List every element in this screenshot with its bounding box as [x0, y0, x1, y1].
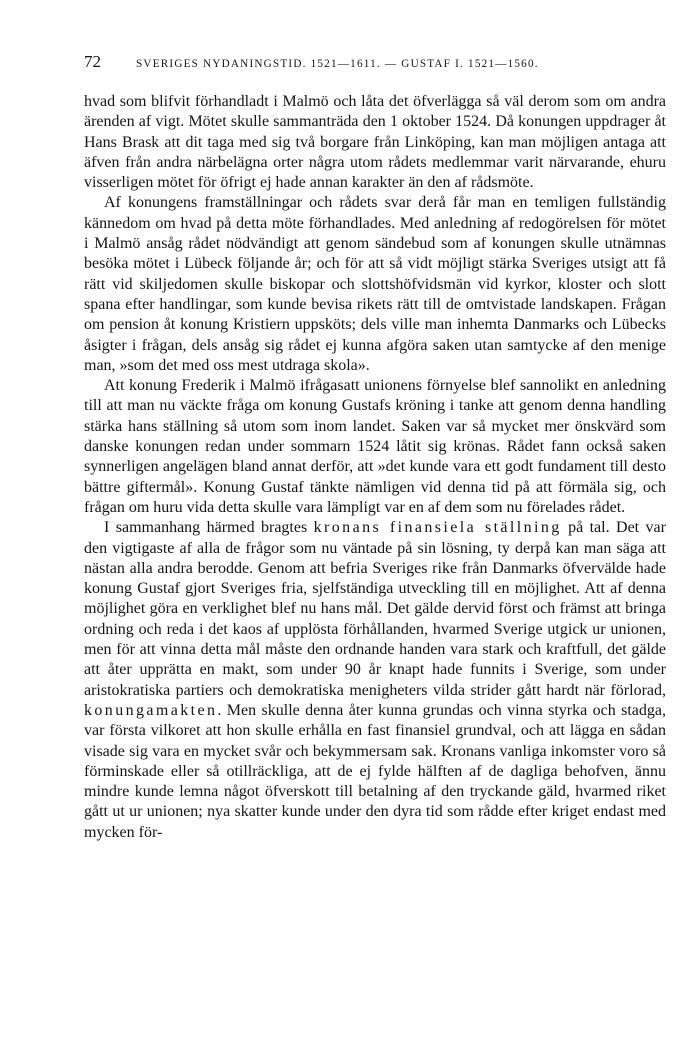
- page-header: [84, 52, 666, 82]
- paragraph-1: hvad som blifvit förhandladt i Malmö och låta det öfverlägga så väl derom som om andra ärenden af vigt. Mötet skulle sammanträda den 1 oktober 1524. Då konungen uppdrager åt Hans Brask att dit taga med sig två borgare från Linköping, kan man möjligen antaga att äfven från andra närbelägna orter några utom rådets medlemmar varit närvarande, ehuru visserligen mötet för öfrigt ej hade annan karakter än den af rådsmöte.: [84, 93, 666, 192]
- running-head: SVERIGES NYDANINGSTID. 1521—1611. — GUSTAF I. 1521—1560.: [136, 58, 539, 70]
- body-text: [84, 92, 666, 843]
- paragraph-2: Af konungens framställningar och rådets svar derå får man en temligen fullständig kännedom om hvad på detta möte förhandlades. Med anledning af redogörelsen för mötet i Malmö ansåg rådet nödvändigt att genom sändebud som af konungen skulle utnämnas besöka mötet i Lübeck följande år; och för att så vidt möjligt stärka Sveriges utsigt att få rätt vid skiljedomen skulle biskopar och slottshöfvidsmän vid kyrkor, kloster och slott spana efter handlingar, som kunde bevisa rikets rätt till de omtvistade landskapen. Frågan om pension åt konung Kristiern uppsköts; dels ville man inhemta Danmarks och Lübecks åsigter i frågan, dels ansåg sig rådet ej kunna afgöra saken utan samtycke af den menige man, »som det med oss mest utdraga skola».: [84, 194, 666, 374]
- page-number: 72: [84, 52, 101, 71]
- paragraph-4-lead: I sammanhang härmed bragtes: [104, 519, 314, 537]
- spaced-emphasis-royal-power: konungamakten: [84, 701, 218, 719]
- book-page: [84, 52, 666, 843]
- paragraph-4: [84, 518, 666, 843]
- spaced-emphasis-finances: kronans finansiela ställning: [313, 519, 562, 537]
- paragraph-4-middle: på tal. Det var den vigtigaste af alla de frågor som nu väntade på sin lösning, ty derpå kan man säga att nästan alla andra berodde. Genom att befria Sveriges rike från Danmarks öfvervälde hade konung Gustaf gjort Sveriges fria, sjelfständiga utveckling till en möjlighet. Att af denna möjlighet göra en verklighet blef nu hans mål. Det gälde dervid först och främst att bringa ordning och reda i det kaos af upplösta förhållanden, hvarmed Sverige utgick ur unionen, men för att vinna detta mål måste den ordnande handen vara stark och kraftfull, det gälde att åter upprätta en makt, som under 90 år knapt hade funnits i Sverige, som under aristokratiska partiers och demokratiska menigheters vilda strider gått hardt när förlorad,: [84, 519, 666, 699]
- paragraph-3: Att konung Frederik i Malmö ifrågasatt unionens förnyelse blef sannolikt en anledning till att man nu väckte fråga om konung Gustafs kröning i tanke att genom denna handling stärka hans ställning så utom som inom landet. Saken var så mycket mer önskvärd som danske konungen redan under sommarn 1524 låtit sig krönas. Rådet fann också saken synnerligen angelägen bland annat derför, att »det kunde vara ett godt fundament till desto bättre giftermål». Konung Gustaf tänkte nämligen vid denna tid på att förmäla sig, och frågan om huru vida detta skulle vara lämpligt var en af dem som nu förelades rådet.: [84, 377, 666, 516]
- paragraph-4-end: . Men skulle denna åter kunna grundas och vinna styrka och stadga, var första vilkoret att hon skulle erhålla en fast finansiel grundval, och att lägga en sådan visade sig vara en mycket svår och bekymmersam sak. Kronans vanliga inkomster voro så förminskade eller så otillräckliga, att de ej fylde hälften af de dagliga behofven, ännu mindre kunde lemna något öfverskott till betalning af den tryckande gäld, hvarmed riket gått ut ur unionen; nya skatter kunde under den dyra tid som rådde efter kriget endast med mycken för-: [84, 701, 666, 841]
